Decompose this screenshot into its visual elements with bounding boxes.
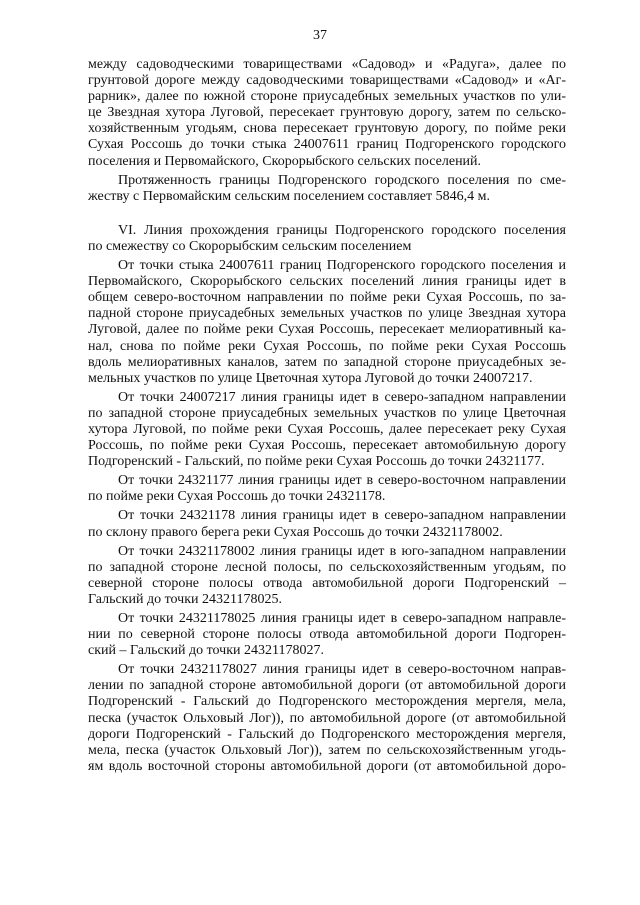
paragraph bbox=[88, 662, 566, 775]
text-line: От точки стыка 24007611 границ Подгоренского городского поселения и bbox=[118, 258, 566, 274]
text-line: грунтовой дороге между садоводческими товариществами «Садовод» и «Аг- bbox=[88, 73, 566, 89]
text-line: От точки 24321178 линия границы идет в северо-западном направлении bbox=[118, 508, 566, 524]
text-line: Подгоренский - Гальский до Подгоренского месторождения мергеля, мела, bbox=[88, 694, 566, 710]
text-line: по пойме реки Сухая Россошь до точки 24321178. bbox=[88, 489, 386, 505]
text-line: хутора Луговой, по пойме реки Сухая Россошь, далее пересекает реку Сухая bbox=[88, 421, 566, 437]
paragraph bbox=[88, 611, 566, 659]
text-line: северной стороне полосы отвода автомобильной дороги Подгоренский – bbox=[88, 575, 566, 591]
text-line: нал, снова по пойме реки Сухая Россошь, по пойме реки Сухая Россошь bbox=[88, 338, 566, 354]
text-line: Россошь, по пойме реки Сухая Россошь, пересекает автомобильную дорогу bbox=[88, 438, 566, 454]
paragraph bbox=[88, 390, 566, 470]
text-line: VI. Линия прохождения границы Подгоренского городского поселения bbox=[118, 222, 566, 238]
text-line: От точки 24321178025 линия границы идет в северо-западном направле- bbox=[118, 611, 566, 626]
text-line: песка (участок Ольховый Лог)), по автомобильной дороге (от автомобильной bbox=[88, 710, 566, 726]
text-line: Подгоренский - Гальский, по пойме реки Сухая Россошь до точки 24321177. bbox=[88, 454, 545, 470]
text-line: по склону правого берега реки Сухая Россошь до точки 24321178002. bbox=[88, 524, 503, 540]
section-heading bbox=[88, 223, 566, 255]
text-line: От точки 24321178002 линия границы идет в юго-западном направлении bbox=[118, 543, 566, 559]
text-line: общем северо-восточном направлении по пойме реки Сухая Россошь, по за- bbox=[88, 290, 566, 306]
text-line: От точки 24321177 линия границы идет в северо-восточном направлении bbox=[118, 473, 566, 489]
text-line: Луговой, далее по пойме реки Сухая Россошь, пересекает мелиоративный ка- bbox=[88, 322, 566, 338]
text-line: ям вдоль восточной стороны автомобильной дороги (от автомобильной доро- bbox=[88, 758, 566, 774]
paragraph bbox=[88, 473, 566, 505]
paragraph bbox=[88, 173, 566, 205]
document-body bbox=[88, 57, 566, 778]
paragraph bbox=[88, 544, 566, 608]
text-line: вдоль мелиоративных каналов, затем по западной стороне приусадебных зе- bbox=[88, 354, 566, 370]
text-line: нии по северной стороне полосы отвода автомобильной дороги Подгорен- bbox=[88, 627, 566, 643]
text-line: мела, песка (участок Ольховый Лог)), затем по сельскохозяйственным угодь- bbox=[88, 742, 566, 758]
paragraph bbox=[88, 508, 566, 540]
text-line: От точки 24007217 линия границы идет в северо-западном направлении bbox=[118, 389, 566, 405]
text-line: падной стороне приусадебных земельных участков по улице Звездная хутора bbox=[88, 306, 566, 322]
text-line: хозяйственным угодьям, снова пересекает грунтовую дорогу, по пойме реки bbox=[88, 121, 566, 137]
text-line: по западной стороне лесной полосы, по сельскохозяйственным угодьям, по bbox=[88, 559, 566, 575]
text-line: дороги Подгоренский - Гальский до Подгоренского месторождения мергеля, bbox=[88, 726, 566, 742]
text-line: жеству с Первомайским сельским поселением составляет 5846,4 м. bbox=[88, 188, 490, 204]
text-line: поселения и Первомайского, Скорорыбского сельских поселений. bbox=[88, 153, 482, 169]
paragraph bbox=[88, 258, 566, 387]
text-line: Гальский до точки 24321178025. bbox=[88, 591, 282, 607]
text-line: ский – Гальский до точки 24321178027. bbox=[88, 643, 324, 659]
text-line: между садоводческими товариществами «Садовод» и «Радуга», далее по bbox=[88, 57, 566, 72]
text-line: От точки 24321178027 линия границы идет в северо-восточном направ- bbox=[118, 662, 566, 678]
text-line: по западной стороне приусадебных земельных участков по улице Цветочная bbox=[88, 405, 566, 421]
page-number: 37 bbox=[313, 28, 327, 43]
paragraph bbox=[88, 57, 566, 170]
text-line: Первомайского, Скорорыбского сельских поселений линия границы идет в bbox=[88, 274, 566, 290]
text-line: Протяженность границы Подгоренского городского поселения по сме- bbox=[118, 172, 566, 188]
text-line: рарник», далее по южной стороне приусадебных земельных участков по ули- bbox=[88, 89, 566, 105]
text-line: це Звездная хутора Луговой, пересекает грунтовую дорогу, затем по сельско- bbox=[88, 105, 566, 121]
text-line: мельных участков по улице Цветочная хутора Луговой до точки 24007217. bbox=[88, 370, 533, 386]
text-line: Сухая Россошь до точки стыка 24007611 границ Подгоренского городского bbox=[88, 137, 566, 153]
text-line: лении по западной стороне автомобильной дороги (от автомобильной дороги bbox=[88, 678, 566, 694]
text-line: по смежеству со Скорорыбским сельским поселением bbox=[88, 238, 412, 254]
